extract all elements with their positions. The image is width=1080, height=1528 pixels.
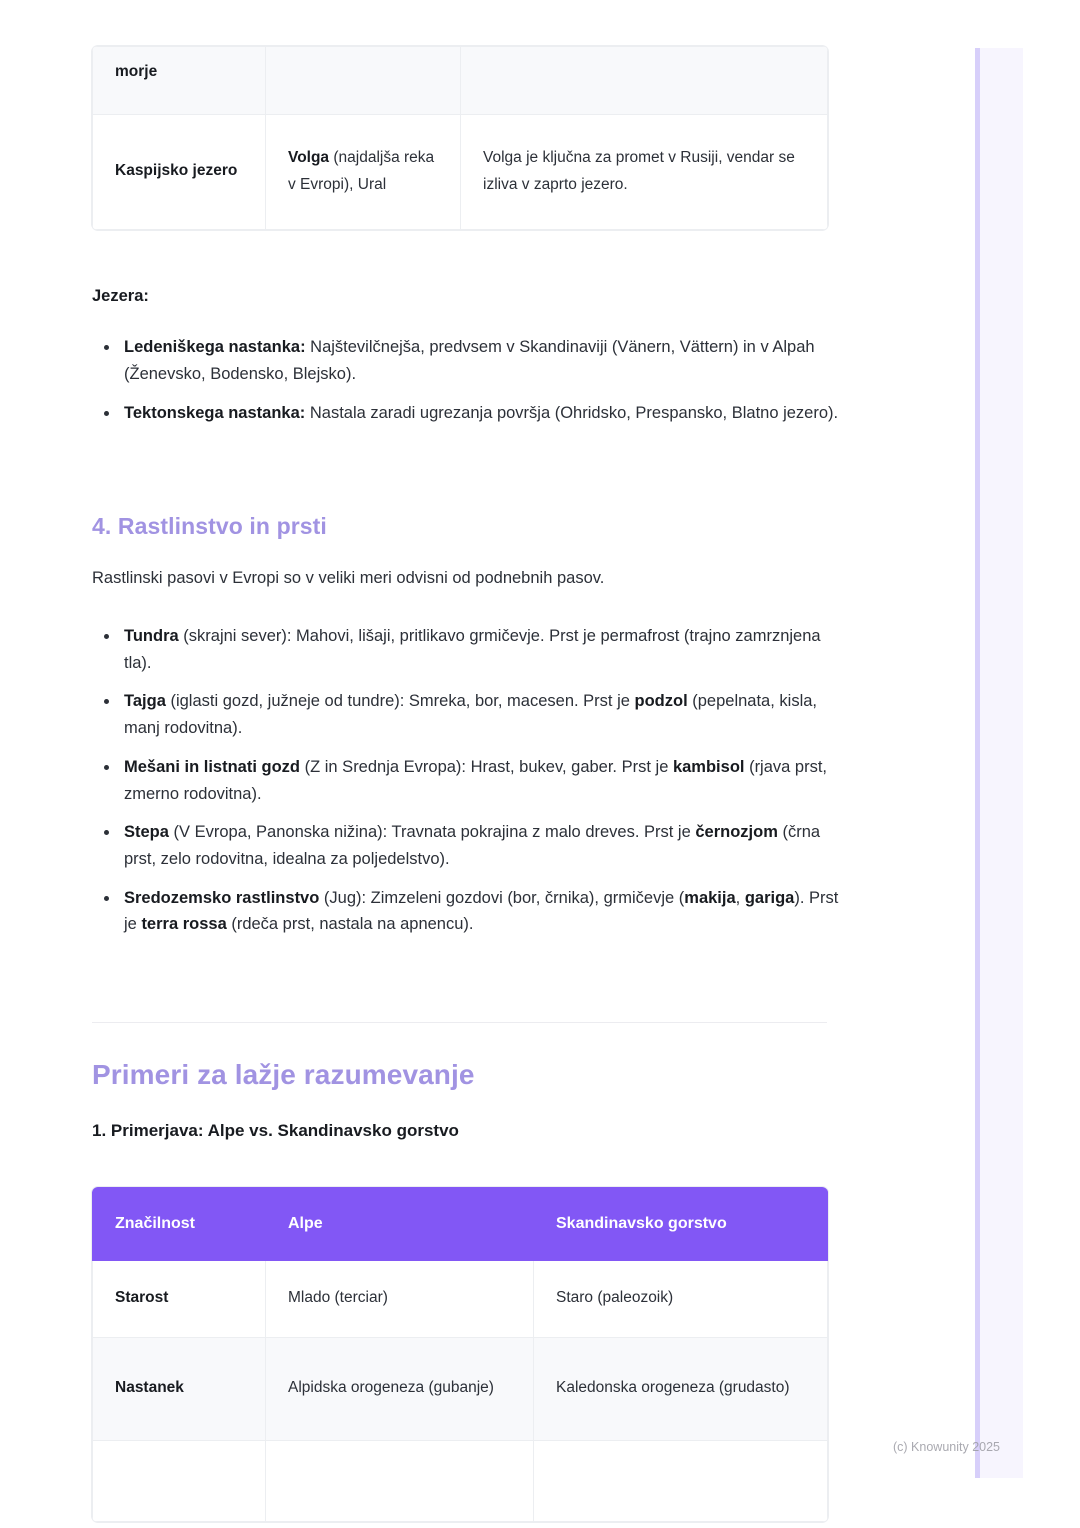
veg-item0-text: (skrajni sever): Mahovi, lišaji, pritlikavo grmičevje. Prst je permafrost (trajno zamrznjena tla). [124,627,821,672]
veg-item3-term-b: černozjom [695,823,778,842]
compare-header-0: Značilnost [93,1188,266,1261]
veg-item1-term: Tajga [124,692,166,711]
veg-item2-text-b: (rjava prst, zmerno rodovitna). [124,757,828,803]
comparison-table [92,1187,828,1522]
veg-item4-term-b: makija [684,888,736,907]
veg-item4-term: Sredozemsko rastlinstvo [124,888,320,907]
rivers-row0-basin: morje [93,47,266,115]
lakes-item0-term: Ledeniškega nastanka: [124,338,306,356]
lakes-item1-text: Nastala zaradi ugrezanja površja (Ohridsko, Prespansko, Blatno jezero). [305,404,839,423]
rivers-row1-river-bold: Volga [288,149,330,166]
lakes-item1-term: Tektonskega nastanka: [124,404,306,423]
compare-row2-alpe [266,1440,534,1521]
rivers-row1-note: Volga je ključna za promet v Rusiji, vendar se izliva v zaprto jezero. [461,114,828,229]
compare-row2-feature [93,1440,266,1521]
section-divider [92,1022,827,1023]
veg-item2-term-b: kambisol [672,757,745,776]
veg-item4-term-d: terra rossa [141,915,227,934]
list-item [92,754,840,807]
compare-row0-skandinavsko: Staro (paleozoik) [534,1260,828,1337]
vegetation-list [92,623,840,950]
compare-row0-alpe: Mlado (terciar) [266,1260,534,1337]
rivers-row1-river-rest: (najdaljša reka v Evropi), Ural [288,149,435,193]
page-scroll-track[interactable] [975,48,1023,1478]
table-row [93,1440,828,1521]
veg-item1-term-b: podzol [634,692,688,711]
rivers-row1-basin: Kaspijsko jezero [93,114,266,229]
table-row [93,114,828,229]
compare-row1-alpe: Alpidska orogeneza (gubanje) [266,1337,534,1440]
veg-item1-text-b: (pepelnata, kisla, manj rodovitna). [124,692,817,738]
veg-item4-text-a: (Jug): Zimzeleni gozdovi (bor, črnika), grmičevje ( [319,888,685,907]
rivers-row1-rivers [266,114,461,229]
section-heading-vegetation: 4. Rastlinstvo in prsti [92,513,327,539]
rivers-row0-note [461,47,828,115]
compare-row1-skandinavsko: Kaledonska orogeneza (grudasto) [534,1337,828,1440]
list-item [92,334,840,387]
compare-row0-feature: Starost [93,1260,266,1337]
table-row [93,1260,828,1337]
subsection-heading-comparison: 1. Primerjava: Alpe vs. Skandinavsko gorstvo [92,1121,459,1140]
list-item [92,400,840,427]
veg-item2-term: Mešani in listnati gozd [124,757,301,776]
page-scroll-thumb[interactable] [975,48,980,1478]
veg-item4-term-c: gariga [744,888,795,907]
list-item [92,688,840,741]
veg-item2-text-a: (Z in Srednja Evropa): Hrast, bukev, gaber. Prst je [300,757,673,776]
lakes-label: Jezera: [92,287,149,305]
table-row [93,1337,828,1440]
vegetation-intro: Rastlinski pasovi v Evropi so v veliki meri odvisni od podnebnih pasov. [92,569,605,587]
rivers-row0-rivers [266,47,461,115]
veg-item0-term: Tundra [124,627,179,645]
section-heading-examples: Primeri za lažje razumevanje [92,1059,475,1090]
veg-item3-term: Stepa [124,823,169,842]
list-item [92,819,840,872]
veg-item1-text-a: (iglasti gozd, južneje od tundre): Smreka, bor, macesen. Prst je [165,692,635,711]
lakes-item0-text: Najštevilčnejša, predvsem v Skandinaviji (Vänern, Vättern) in v Alpah (Ženevsko, Bodensko, Blejsko). [124,338,815,383]
compare-header-1: Alpe [266,1188,534,1261]
veg-item3-text-b: (črna prst, zelo rodovitna, idealna za poljedelstvo). [124,823,821,869]
compare-header-2: Skandinavsko gorstvo [534,1188,828,1261]
veg-item4-text-mid: , [735,888,745,907]
list-item [92,623,840,676]
table-row [93,47,828,115]
compare-row2-skandinavsko [534,1440,828,1521]
veg-item3-text-a: (V Evropa, Panonska nižina): Travnata pokrajina z malo dreves. Prst je [168,823,696,842]
list-item [92,885,840,938]
compare-row1-feature: Nastanek [93,1337,266,1440]
copyright-watermark: (c) Knowunity 2025 [893,1440,1001,1454]
table-header-row [93,1188,828,1261]
veg-item4-text-c: (rdeča prst, nastala na apnencu). [226,915,474,934]
lakes-list [92,334,840,440]
rivers-table [92,46,828,230]
veg-item4-text-b: ). Prst je [124,888,839,934]
